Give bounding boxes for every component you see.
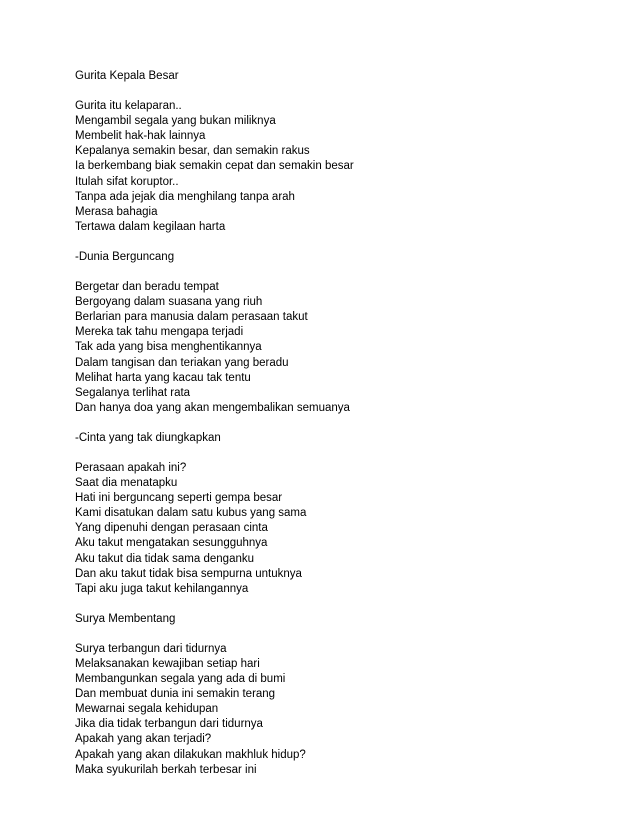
poem-title: Gurita Kepala Besar [75, 70, 179, 82]
poem-title: -Cinta yang tak diungkapkan [75, 431, 221, 444]
poem-line: Tanpa ada jejak dia menghilang tanpa arah [75, 190, 295, 203]
poem-line: Dan aku takut tidak bisa sempurna untuknya [75, 567, 302, 580]
poem-line: Saat dia menatapku [75, 477, 178, 490]
poem-line: Apakah yang akan dilakukan makhluk hidup? [75, 748, 306, 761]
poem-line: Ia berkembang biak semakin cepat dan semakin besar [75, 160, 354, 173]
spacer [75, 446, 575, 461]
poem-line: Tertawa dalam kegilaan harta [75, 220, 226, 233]
spacer [75, 416, 575, 431]
poem-line: Dan membuat dunia ini semakin terang [75, 688, 276, 701]
poem-line: Membelit hak-hak lainnya [75, 130, 206, 143]
spacer [75, 627, 575, 642]
poem-line: Mereka tak tahu mengapa terjadi [75, 326, 244, 339]
poem-line: Gurita itu kelaparan.. [75, 100, 182, 113]
poem-title: Surya Membentang [75, 612, 176, 625]
poem-line: Kepalanya semakin besar, dan semakin rakus [75, 145, 310, 158]
spacer [75, 265, 575, 280]
poem-line: Mengambil segala yang bukan miliknya [75, 115, 276, 128]
poem-line: Aku takut mengatakan sesungguhnya [75, 537, 268, 550]
spacer [75, 84, 575, 99]
poem-line: Melihat harta yang kacau tak tentu [75, 371, 251, 384]
poem-title: -Dunia Berguncang [75, 250, 175, 263]
poem-line: Melaksanakan kewajiban setiap hari [75, 658, 260, 670]
poem-line: Segalanya terlihat rata [75, 386, 191, 399]
poem-line: Jika dia tidak terbangun dari tidurnya [75, 718, 263, 731]
poem-line: Itulah sifat koruptor.. [75, 175, 179, 188]
poem-line: Apakah yang akan terjadi? [75, 733, 212, 746]
poem-section-cinta [75, 431, 575, 597]
poem-line: Kami disatukan dalam satu kubus yang sama [75, 507, 307, 520]
spacer [75, 235, 575, 250]
poem-line: Mewarnai segala kehidupan [75, 703, 219, 716]
poem-line: Perasaan apakah ini? [75, 461, 187, 474]
poem-line: Merasa bahagia [75, 205, 158, 218]
poem-line: Yang dipenuhi dengan perasaan cinta [75, 522, 268, 535]
poem-section-dunia [75, 250, 575, 416]
poem-line: Bergoyang dalam suasana yang riuh [75, 296, 263, 309]
poem-line: Maka syukurilah berkah terbesar ini [75, 763, 257, 776]
poem-line: Tapi aku juga takut kehilangannya [75, 582, 249, 595]
poem-line: Tak ada yang bisa menghentikannya [75, 341, 262, 354]
poem-section-surya [75, 612, 575, 778]
poem-line: Aku takut dia tidak sama denganku [75, 552, 255, 565]
poem-line: Berlarian para manusia dalam perasaan takut [75, 311, 308, 324]
poem-line: Hati ini berguncang seperti gempa besar [75, 492, 283, 505]
poem-line: Dan hanya doa yang akan mengembalikan semuanya [75, 401, 350, 414]
poem-section-gurita [75, 69, 575, 235]
poem-line: Membangunkan segala yang ada di bumi [75, 673, 286, 686]
poem-line: Dalam tangisan dan teriakan yang beradu [75, 356, 289, 369]
spacer [75, 597, 575, 612]
poem-content [75, 69, 575, 778]
poem-line: Bergetar dan beradu tempat [75, 281, 219, 294]
poem-line: Surya terbangun dari tidurnya [75, 642, 227, 655]
